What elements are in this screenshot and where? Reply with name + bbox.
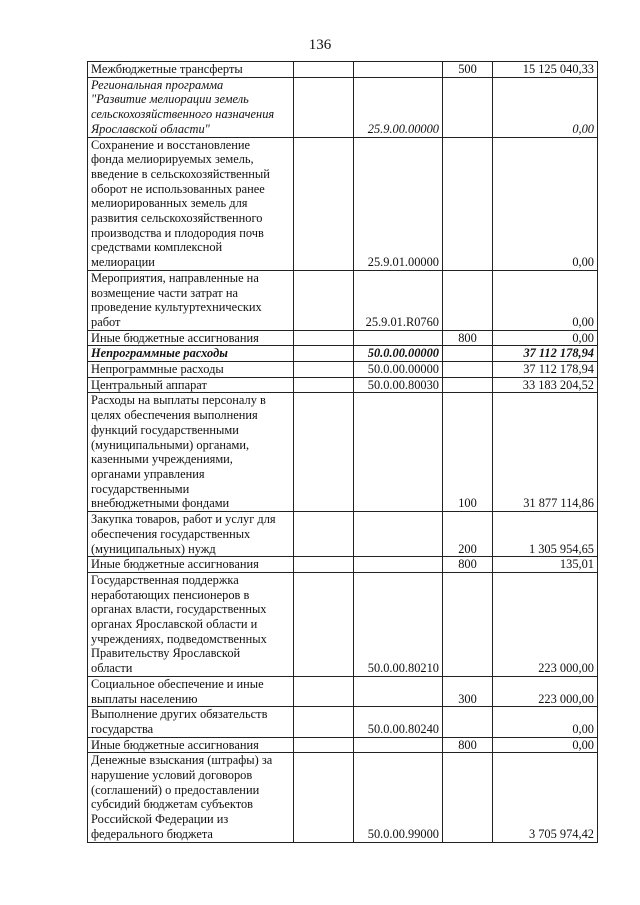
target-article-code-cell — [354, 393, 443, 512]
expense-name-line: фонда мелиорируемых земель, — [91, 152, 254, 167]
table-row — [88, 62, 598, 78]
table-row — [88, 676, 598, 706]
expense-name-line: работ — [91, 314, 121, 329]
blank-cell — [294, 707, 354, 737]
amount-cell: 33 183 204,52 — [493, 377, 598, 393]
expense-type-cell — [443, 753, 493, 842]
table-row — [88, 270, 598, 330]
expense-name-line: учреждениях, подведомственных — [91, 631, 267, 646]
expense-name-line: (муниципальными) органами, — [91, 437, 250, 452]
target-article-code-cell: 50.0.00.80210 — [354, 572, 443, 676]
expense-name-line: государственными — [91, 481, 190, 496]
expense-type-cell: 800 — [443, 557, 493, 573]
expense-name-cell — [88, 62, 294, 78]
expense-name-line: Межбюджетные трансферты — [91, 62, 243, 76]
expense-name-line: обеспечения государственных — [91, 526, 251, 541]
expense-type-cell: 500 — [443, 62, 493, 78]
expense-name-cell — [88, 676, 294, 706]
amount-cell: 37 112 178,94 — [493, 346, 598, 362]
expense-type-cell — [443, 377, 493, 393]
expense-name-line: мелиорации — [91, 255, 155, 270]
expense-name-line: сельскохозяйственного назначения — [91, 107, 275, 122]
expense-type-cell: 300 — [443, 676, 493, 706]
amount-cell: 0,00 — [493, 330, 598, 346]
amount-cell: 223 000,00 — [493, 572, 598, 676]
expense-name-line: оборот не использованных ранее — [91, 181, 265, 196]
budget-table — [87, 61, 598, 843]
expense-name-line: "Развитие мелиорации земель — [91, 92, 249, 107]
blank-cell — [294, 512, 354, 557]
table-row — [88, 137, 598, 270]
target-article-code-cell: 50.0.00.80240 — [354, 707, 443, 737]
table-row — [88, 753, 598, 842]
expense-name-line: федерального бюджета — [91, 826, 213, 841]
expense-name-line: Ярославской области" — [91, 121, 210, 136]
amount-cell: 0,00 — [493, 137, 598, 270]
expense-name-line: казенными учреждениями, — [91, 452, 233, 467]
table-row — [88, 377, 598, 393]
expense-name-cell — [88, 362, 294, 378]
table-row — [88, 77, 598, 137]
table-row — [88, 330, 598, 346]
expense-name-cell — [88, 557, 294, 573]
blank-cell — [294, 346, 354, 362]
blank-cell — [294, 753, 354, 842]
blank-cell — [294, 393, 354, 512]
table-row — [88, 737, 598, 753]
expense-name-line: Непрограммные расходы — [91, 346, 228, 361]
table-row — [88, 707, 598, 737]
amount-cell: 31 877 114,86 — [493, 393, 598, 512]
expense-name-line: Закупка товаров, работ и услуг для — [91, 512, 276, 527]
expense-name-line: Государственная поддержка — [91, 572, 239, 587]
amount-cell: 3 705 974,42 — [493, 753, 598, 842]
expense-name-line: средствами комплексной — [91, 240, 223, 255]
blank-cell — [294, 77, 354, 137]
blank-cell — [294, 737, 354, 753]
budget-table-body — [88, 62, 598, 843]
expense-name-line: Региональная программа — [91, 77, 224, 92]
expense-name-line: субсидий бюджетам субъектов — [91, 797, 254, 812]
target-article-code-cell: 50.0.00.99000 — [354, 753, 443, 842]
expense-name-line: выплаты населению — [91, 691, 198, 706]
expense-type-cell: 200 — [443, 512, 493, 557]
expense-type-cell — [443, 137, 493, 270]
blank-cell — [294, 557, 354, 573]
target-article-code-cell — [354, 676, 443, 706]
table-row — [88, 557, 598, 573]
expense-name-line: Иные бюджетные ассигнования — [91, 557, 259, 572]
expense-name-line: Социальное обеспечение и иные — [91, 676, 264, 691]
target-article-code-cell: 50.0.00.00000 — [354, 362, 443, 378]
expense-name-line: области — [91, 661, 133, 676]
expense-name-cell — [88, 330, 294, 346]
amount-cell: 37 112 178,94 — [493, 362, 598, 378]
amount-cell: 0,00 — [493, 77, 598, 137]
expense-name-line: Центральный аппарат — [91, 377, 207, 392]
expense-name-line: Выполнение других обязательств — [91, 707, 268, 722]
expense-name-line: функций государственными — [91, 422, 239, 437]
blank-cell — [294, 270, 354, 330]
target-article-code-cell: 25.9.01.R0760 — [354, 270, 443, 330]
expense-name-cell — [88, 512, 294, 557]
blank-cell — [294, 377, 354, 393]
blank-cell — [294, 676, 354, 706]
expense-name-cell — [88, 137, 294, 270]
expense-type-cell — [443, 346, 493, 362]
expense-name-line: (муниципальных) нужд — [91, 541, 216, 556]
page-number: 136 — [308, 37, 332, 53]
expense-name-line: целях обеспечения выполнения — [91, 408, 258, 423]
amount-cell: 223 000,00 — [493, 676, 598, 706]
blank-cell — [294, 362, 354, 378]
expense-name-line: государства — [91, 721, 154, 736]
table-row — [88, 572, 598, 676]
expense-name-line: органах Ярославской области и — [91, 617, 258, 632]
expense-name-line: органами управления — [91, 466, 205, 481]
expense-name-line: Иные бюджетные ассигнования — [91, 330, 259, 345]
expense-name-line: неработающих пенсионеров в — [91, 587, 250, 602]
expense-type-cell: 800 — [443, 330, 493, 346]
target-article-code-cell: 50.0.00.00000 — [354, 346, 443, 362]
blank-cell — [294, 572, 354, 676]
expense-name-line: Непрограммные расходы — [91, 362, 224, 377]
table-row — [88, 512, 598, 557]
expense-name-cell — [88, 377, 294, 393]
table-row — [88, 346, 598, 362]
amount-cell: 1 305 954,65 — [493, 512, 598, 557]
expense-name-cell — [88, 737, 294, 753]
expense-name-cell — [88, 753, 294, 842]
expense-name-line: производства и плодородия почв — [91, 225, 264, 240]
expense-name-cell — [88, 707, 294, 737]
expense-name-line: проведение культуртехнических — [91, 300, 262, 315]
expense-name-cell — [88, 270, 294, 330]
expense-name-line: Российской Федерации из — [91, 812, 229, 827]
expense-name-line: Сохранение и восстановление — [91, 137, 251, 152]
target-article-code-cell — [354, 62, 443, 78]
target-article-code-cell — [354, 557, 443, 573]
expense-name-cell — [88, 77, 294, 137]
expense-name-line: (соглашений) о предоставлении — [91, 782, 260, 797]
blank-cell — [294, 330, 354, 346]
amount-cell: 0,00 — [493, 737, 598, 753]
expense-name-line: Мероприятия, направленные на — [91, 270, 259, 285]
expense-name-line: развития сельскохозяйственного — [91, 211, 263, 226]
blank-cell — [294, 62, 354, 78]
expense-name-line: Денежные взыскания (штрафы) за — [91, 753, 273, 768]
expense-name-line: мелиорированных земель для — [91, 196, 248, 211]
expense-name-line: введение в сельскохозяйственный — [91, 166, 270, 181]
expense-name-line: Расходы на выплаты персоналу в — [91, 393, 266, 408]
target-article-code-cell: 25.9.00.00000 — [354, 77, 443, 137]
target-article-code-cell — [354, 330, 443, 346]
table-row — [88, 362, 598, 378]
expense-type-cell — [443, 572, 493, 676]
expense-name-line: Правительству Ярославской — [91, 646, 241, 661]
target-article-code-cell — [354, 737, 443, 753]
expense-type-cell — [443, 270, 493, 330]
amount-cell: 15 125 040,33 — [493, 62, 598, 78]
amount-cell: 135,01 — [493, 557, 598, 573]
expense-name-line: органах власти, государственных — [91, 602, 267, 617]
expense-type-cell: 100 — [443, 393, 493, 512]
expense-type-cell: 800 — [443, 737, 493, 753]
expense-name-line: возмещение части затрат на — [91, 285, 238, 300]
expense-type-cell — [443, 77, 493, 137]
expense-name-cell — [88, 393, 294, 512]
expense-name-cell — [88, 572, 294, 676]
expense-type-cell — [443, 707, 493, 737]
table-row — [88, 393, 598, 512]
blank-cell — [294, 137, 354, 270]
expense-name-cell — [88, 346, 294, 362]
expense-type-cell — [443, 362, 493, 378]
target-article-code-cell: 50.0.00.80030 — [354, 377, 443, 393]
amount-cell: 0,00 — [493, 270, 598, 330]
target-article-code-cell: 25.9.01.00000 — [354, 137, 443, 270]
target-article-code-cell — [354, 512, 443, 557]
amount-cell: 0,00 — [493, 707, 598, 737]
expense-name-line: Иные бюджетные ассигнования — [91, 737, 259, 752]
expense-name-line: внебюджетными фондами — [91, 496, 230, 511]
expense-name-line: нарушение условий договоров — [91, 768, 253, 783]
